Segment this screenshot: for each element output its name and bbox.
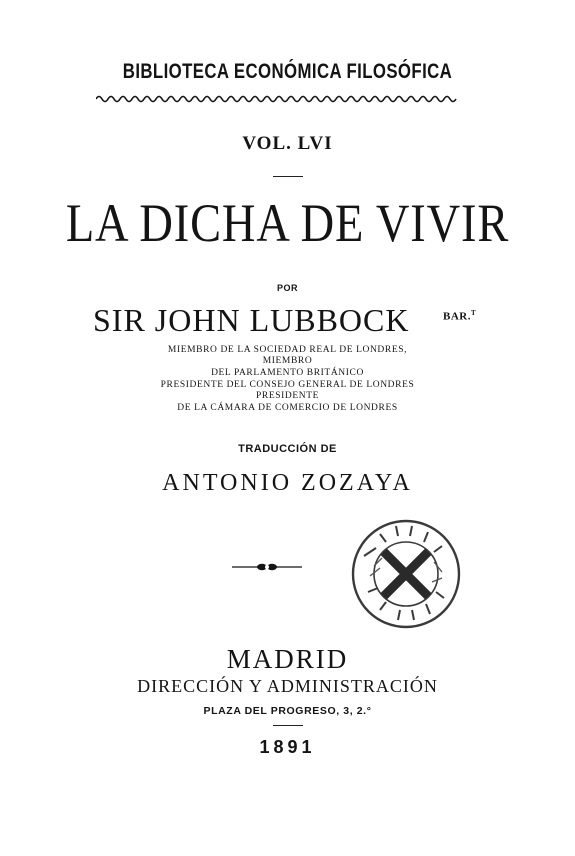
credential-line: MIEMBRO DE LA SOCIEDAD REAL DE LONDRES, <box>167 345 408 355</box>
credential-line: PRESIDENTE <box>256 391 319 401</box>
credential-line: DE LA CÁMARA DE COMERCIO DE LONDRES <box>177 403 398 413</box>
author-suffix: BAR.$^T$ <box>443 309 477 323</box>
credential-line: PRESIDENTE DEL CONSEJO GENERAL DE LONDRES <box>160 380 415 390</box>
publication-year: 1891 <box>259 737 316 757</box>
leaf-ornament <box>230 560 304 574</box>
library-stamp <box>350 518 462 630</box>
series-title: BIBLIOTECA ECONÓMICA FILOSÓFICA <box>122 60 453 83</box>
credential-line: MIEMBRO <box>262 356 313 366</box>
translation-label: TRADUCCIÓN DE <box>238 443 337 455</box>
byline: POR <box>276 283 298 293</box>
wavy-rule-ornament <box>96 94 460 104</box>
translator-name: ANTONIO ZOZAYA <box>162 470 413 496</box>
short-rule <box>273 176 303 177</box>
volume-number: VOL. LVI <box>242 133 333 154</box>
book-title: LA DICHA DE VIVIR <box>65 193 510 253</box>
credential-line: DEL PARLAMENTO BRITÁNICO <box>211 368 364 378</box>
publication-city: MADRID <box>226 644 349 674</box>
publisher-line: DIRECCIÓN Y ADMINISTRACIÓN <box>137 676 438 696</box>
publisher-address: PLAZA DEL PROGRESO, 3, 2.° <box>203 705 372 717</box>
short-rule <box>273 725 303 726</box>
author-name: SIR JOHN LUBBOCK <box>93 302 410 338</box>
